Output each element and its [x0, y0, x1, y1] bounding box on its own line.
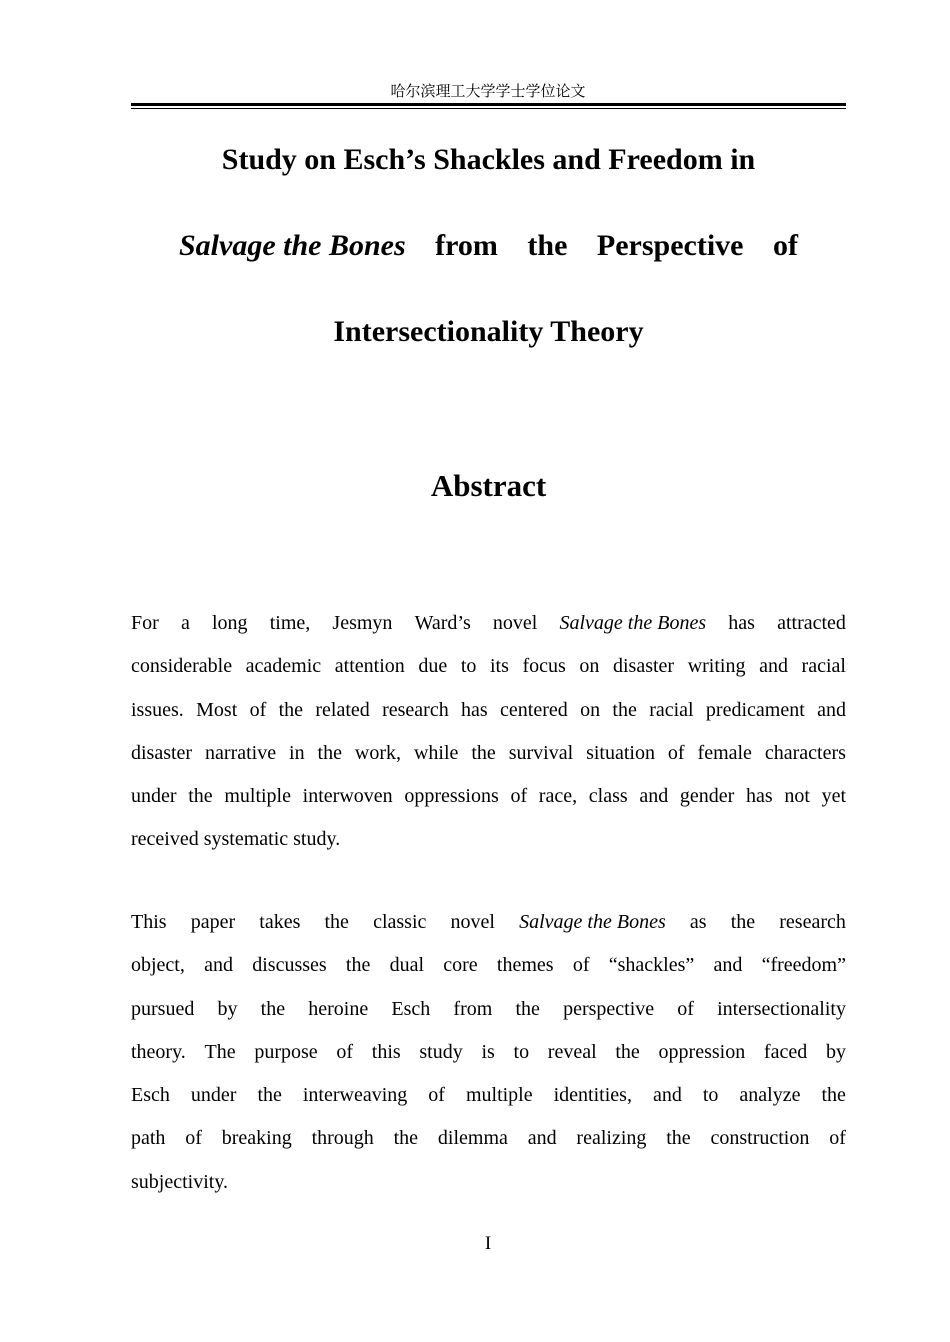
word: multiple	[224, 785, 291, 808]
book-title-italic: Salvage the Bones	[519, 911, 666, 933]
word: gender	[679, 785, 735, 808]
word: of	[336, 1040, 354, 1063]
word: the	[471, 741, 496, 764]
title-word: from	[435, 229, 498, 262]
title-line-3: Intersectionality Theory	[333, 315, 644, 348]
header-rule-thick	[131, 103, 846, 106]
word: long	[212, 612, 248, 634]
text-line	[131, 988, 846, 1031]
word: to	[702, 1084, 719, 1107]
text-line	[131, 944, 846, 987]
page-number: I	[484, 1233, 492, 1254]
word: through	[311, 1127, 374, 1150]
word: pursued	[131, 997, 195, 1020]
word: of	[428, 1084, 445, 1107]
word: novel	[492, 612, 538, 634]
word: oppression	[658, 1040, 746, 1063]
word: realizing	[576, 1127, 647, 1150]
word: takes	[259, 911, 301, 933]
word: paper	[190, 911, 236, 933]
word: and	[713, 954, 743, 977]
word: Esch	[391, 997, 431, 1020]
text-line	[131, 732, 846, 775]
word: discusses	[252, 954, 327, 977]
word: from	[453, 997, 493, 1020]
text-line	[131, 1031, 846, 1074]
word: academic	[245, 655, 322, 678]
word: and	[527, 1127, 557, 1150]
word: female	[697, 741, 752, 764]
text-line	[131, 689, 846, 732]
word: multiple	[465, 1084, 533, 1107]
word: breaking	[221, 1127, 292, 1150]
word: the	[612, 698, 637, 721]
word: disaster	[131, 741, 193, 764]
word: as	[689, 911, 707, 933]
line-text: received systematic study.	[131, 828, 341, 851]
word: interwoven	[302, 785, 393, 808]
word: the	[345, 954, 371, 977]
word: novel	[450, 911, 495, 933]
word: has	[745, 785, 773, 808]
word: Most	[196, 698, 238, 721]
word: interweaving	[302, 1084, 408, 1107]
word: Esch	[131, 1084, 170, 1107]
word: by	[217, 997, 238, 1020]
word: the	[317, 741, 342, 764]
word: and	[817, 698, 846, 721]
word: disaster	[613, 655, 675, 678]
word: due	[418, 655, 448, 678]
word: and	[204, 954, 233, 977]
word: research	[779, 911, 846, 933]
header-rule-thin	[131, 108, 846, 109]
text-line	[131, 1161, 846, 1204]
word: the	[515, 997, 540, 1020]
word: purpose	[254, 1040, 318, 1063]
word: under	[131, 785, 177, 808]
word: time,	[269, 612, 311, 634]
word: racial	[801, 655, 846, 678]
word: on	[579, 655, 600, 678]
word: “freedom”	[761, 954, 846, 977]
abstract-paragraph-1	[131, 602, 846, 862]
word: the	[257, 1084, 282, 1107]
text-line	[131, 645, 846, 688]
word: intersectionality	[717, 997, 846, 1020]
word: work,	[354, 741, 402, 764]
word: to	[460, 655, 477, 678]
word: has	[461, 698, 488, 721]
word: heroine	[308, 997, 369, 1020]
word: has	[728, 612, 755, 634]
word: research	[382, 698, 449, 721]
title-word: Perspective	[596, 229, 744, 262]
word: to	[513, 1040, 530, 1063]
word: path	[131, 1127, 166, 1150]
word: by	[825, 1040, 846, 1063]
word: focus	[522, 655, 566, 678]
word: situation	[586, 741, 655, 764]
word: is	[481, 1040, 495, 1063]
word: and	[759, 655, 788, 678]
word: while	[413, 741, 459, 764]
word: in	[289, 741, 305, 764]
word: dilemma	[437, 1127, 508, 1150]
word: a	[180, 612, 190, 634]
word: narrative	[205, 741, 277, 764]
text-line	[131, 775, 846, 818]
word: and	[639, 785, 669, 808]
running-header: 哈尔滨理工大学学士学位论文	[390, 82, 586, 100]
word: dual	[389, 954, 425, 977]
word: the	[821, 1084, 846, 1107]
word: predicament	[705, 698, 805, 721]
word: the	[615, 1040, 640, 1063]
word: centered	[500, 698, 568, 721]
word: yet	[821, 785, 846, 808]
word: racial	[649, 698, 694, 721]
word: themes	[496, 954, 554, 977]
word: the	[188, 785, 213, 808]
word: of	[249, 698, 267, 721]
text-line	[131, 1074, 846, 1117]
word: the	[393, 1127, 419, 1150]
word: For	[131, 612, 159, 634]
title-line-2	[131, 222, 846, 270]
word: identities,	[553, 1084, 632, 1107]
paper-title	[131, 136, 846, 356]
word: Ward’s	[414, 612, 471, 634]
word: faced	[763, 1040, 808, 1063]
text-line	[131, 901, 846, 944]
word: Jesmyn	[332, 612, 393, 634]
word: on	[580, 698, 601, 721]
text-line	[131, 818, 846, 861]
word: classic	[373, 911, 427, 933]
word: of	[572, 954, 590, 977]
word: the	[324, 911, 349, 933]
word: attention	[334, 655, 405, 678]
word: writing	[687, 655, 746, 678]
text-line	[131, 602, 846, 645]
word: class	[588, 785, 628, 808]
word: of	[185, 1127, 202, 1150]
word: “shackles”	[608, 954, 695, 977]
word: perspective	[563, 997, 655, 1020]
word: analyze	[739, 1084, 801, 1107]
word: construction	[710, 1127, 810, 1150]
abstract-paragraph-2	[131, 901, 846, 1204]
word: object,	[131, 954, 185, 977]
word: characters	[764, 741, 846, 764]
text-line	[131, 1117, 846, 1160]
title-book-name: Salvage the Bones	[179, 229, 406, 262]
word: This	[131, 911, 167, 933]
title-word: of	[772, 229, 798, 262]
word: of	[829, 1127, 846, 1150]
word: issues.	[131, 698, 184, 721]
word: survival	[508, 741, 574, 764]
title-word: the	[527, 229, 568, 262]
word: the	[278, 698, 304, 721]
word: not	[784, 785, 810, 808]
word: under	[190, 1084, 237, 1107]
word: core	[443, 954, 478, 977]
word: and	[652, 1084, 682, 1107]
word: reveal	[547, 1040, 597, 1063]
word: of	[510, 785, 528, 808]
word: the	[260, 997, 286, 1020]
word: theory.	[131, 1040, 186, 1063]
word: The	[204, 1040, 236, 1063]
book-title-italic: Salvage the Bones	[559, 612, 707, 634]
word: attracted	[777, 612, 846, 634]
word: considerable	[131, 655, 233, 678]
word: study	[419, 1040, 463, 1063]
word: race,	[538, 785, 578, 808]
word: the	[666, 1127, 691, 1150]
word: of	[677, 997, 694, 1020]
word: oppressions	[404, 785, 499, 808]
line-text: subjectivity.	[131, 1170, 229, 1193]
word: of	[667, 741, 685, 764]
abstract-heading: Abstract	[430, 468, 547, 503]
word: the	[730, 911, 756, 933]
title-line-1: Study on Esch’s Shackles and Freedom in	[221, 143, 756, 176]
word: its	[489, 655, 509, 678]
word: related	[315, 698, 370, 721]
word: this	[371, 1040, 401, 1063]
